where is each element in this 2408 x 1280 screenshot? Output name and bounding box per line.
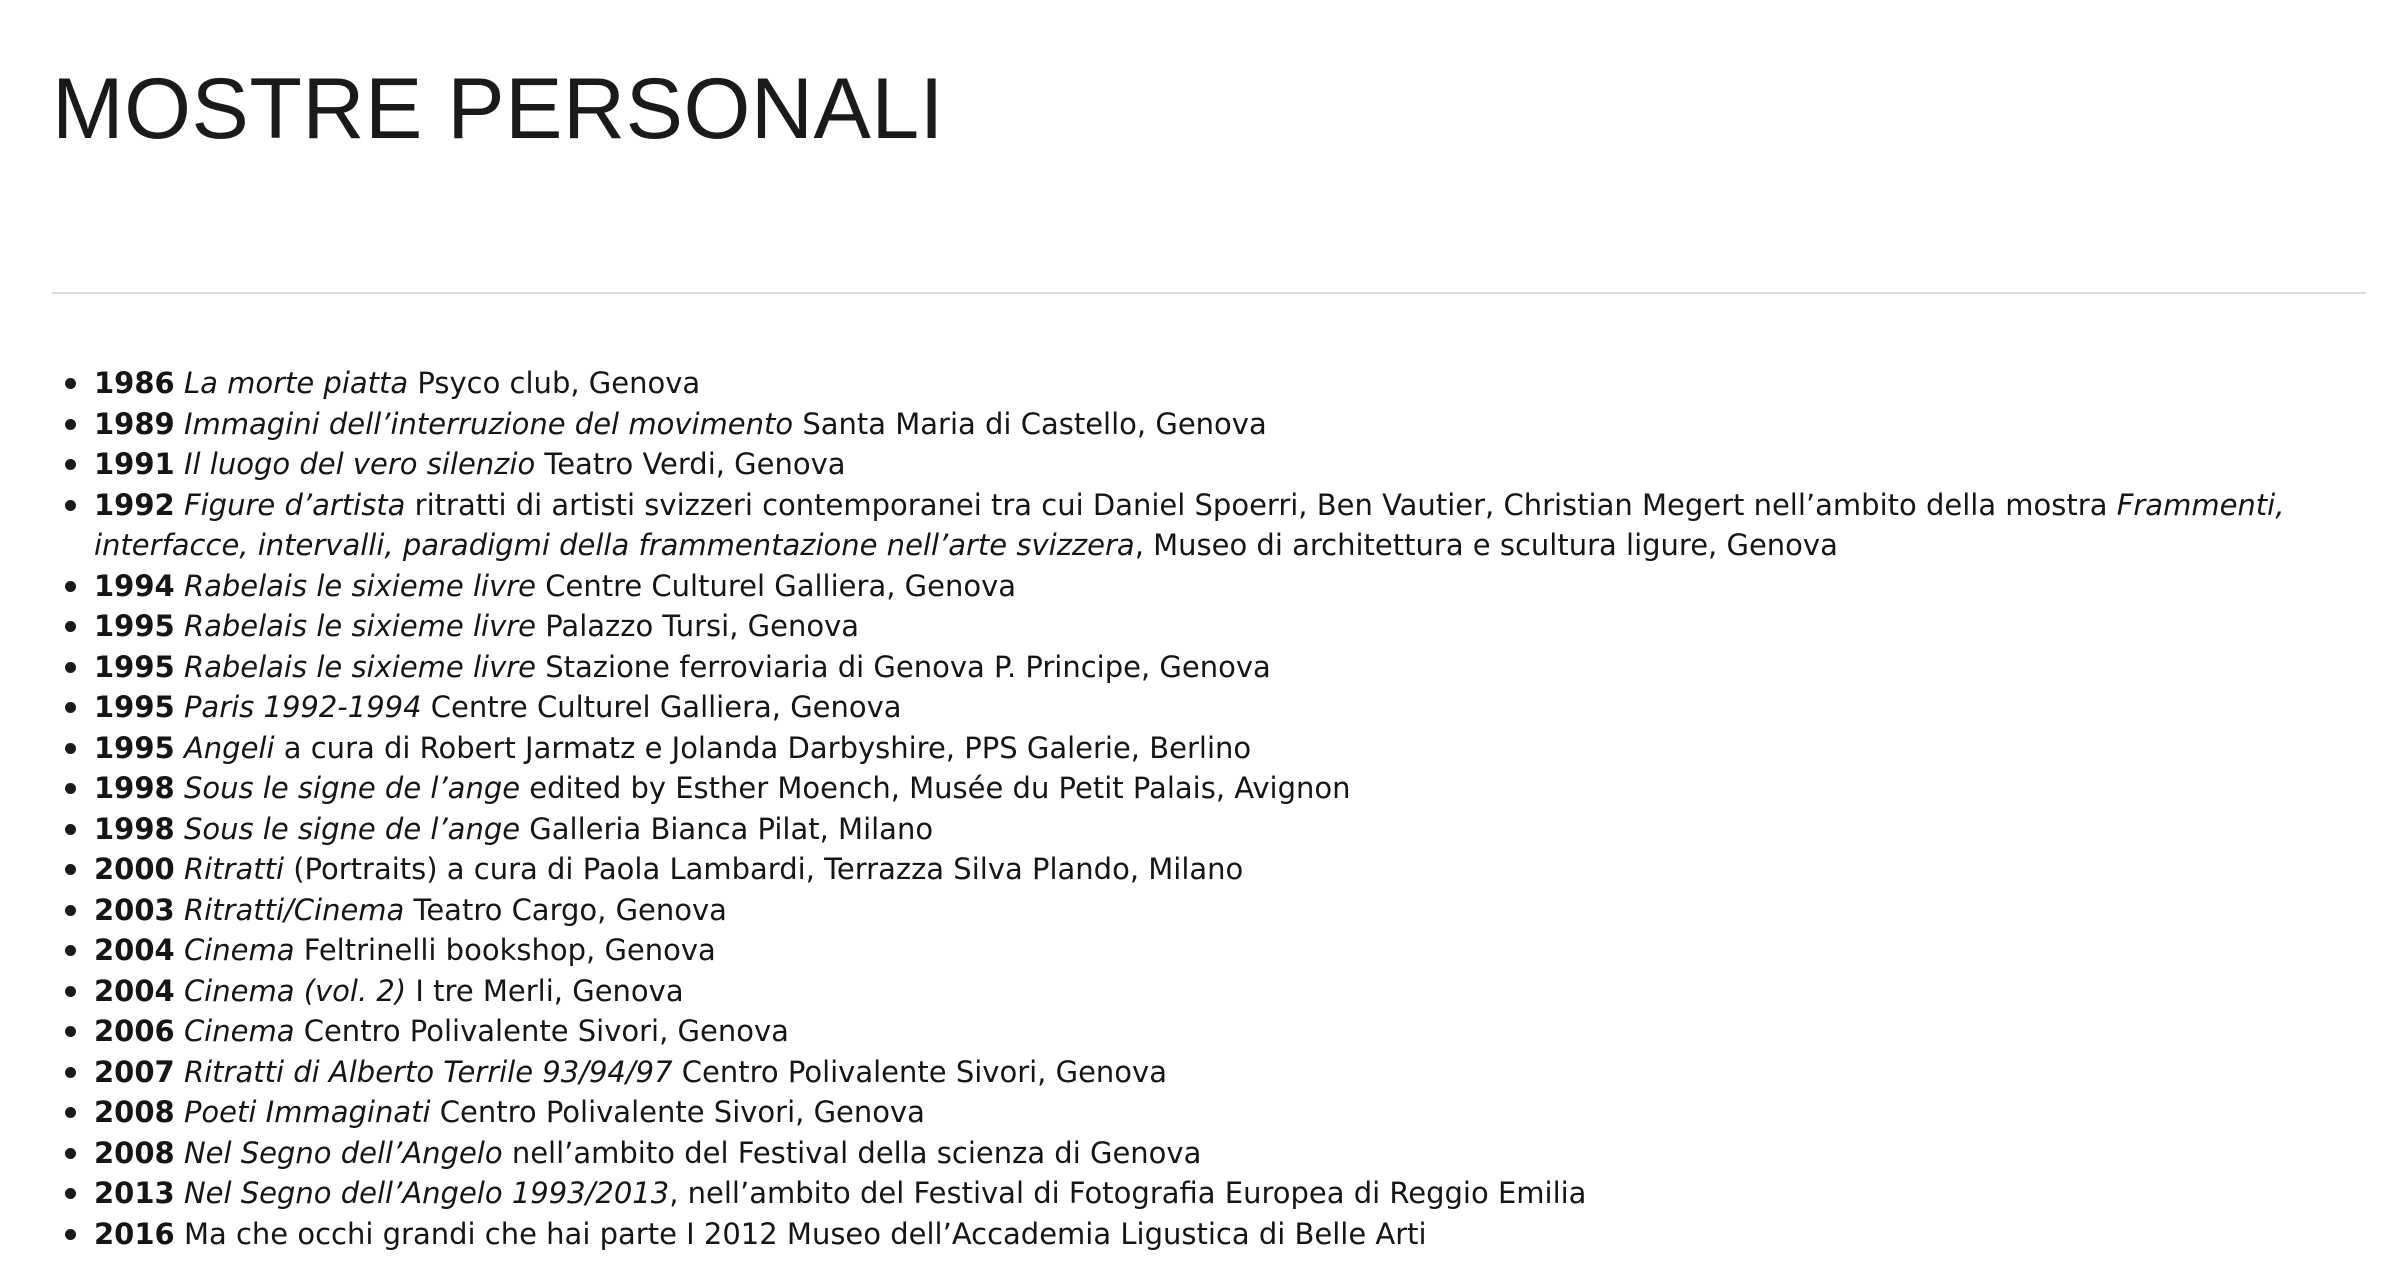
exhibition-year: 2003	[94, 892, 175, 927]
exhibition-year: 1994	[94, 568, 175, 603]
bullet-icon	[65, 662, 76, 673]
exhibition-item	[52, 1214, 2342, 1255]
exhibition-item	[52, 566, 2342, 607]
bullet-icon	[65, 743, 76, 754]
exhibition-item	[52, 971, 2342, 1012]
exhibition-details: ritratti di artisti svizzeri contemporanei tra cui Daniel Spoerri, Ben Vautier, Christian Megert nell’ambito della mostra	[405, 487, 2117, 522]
exhibition-title: Immagini dell’interruzione del movimento	[183, 406, 794, 441]
exhibition-title: Frammenti, interfacce, intervalli, paradigmi della frammentazione nell’arte svizzera	[94, 487, 2285, 562]
exhibition-year: 2007	[94, 1054, 175, 1089]
exhibition-item	[52, 485, 2342, 566]
exhibition-year: 2006	[94, 1014, 175, 1048]
exhibition-item	[52, 1052, 2342, 1093]
bullet-icon	[65, 459, 76, 470]
bullet-icon	[65, 824, 76, 835]
exhibition-title: Cinema	[183, 933, 295, 967]
bullet-icon	[65, 1107, 76, 1118]
exhibition-year: 1998	[94, 811, 175, 846]
exhibition-year: 1995	[94, 690, 175, 724]
exhibition-title: Sous le signe de l’ange	[183, 771, 521, 805]
exhibition-year: 1992	[94, 487, 175, 522]
exhibition-item	[52, 687, 2342, 728]
exhibition-details: Centre Culturel Galliera, Genova	[536, 568, 1017, 603]
exhibition-year: 2013	[94, 1176, 175, 1210]
exhibition-year: 2000	[94, 852, 175, 886]
exhibition-title: Cinema (vol. 2)	[183, 973, 407, 1008]
exhibition-item	[52, 768, 2342, 809]
bullet-icon	[65, 905, 76, 916]
exhibition-details: Stazione ferroviaria di Genova P. Principe, Genova	[536, 649, 1271, 684]
exhibition-item	[52, 647, 2342, 688]
exhibition-details: Centro Polivalente Sivori, Genova	[672, 1054, 1167, 1089]
exhibition-title: Angeli	[183, 730, 275, 765]
exhibition-title: Rabelais le sixieme livre	[183, 568, 537, 603]
exhibition-title: Ritratti	[183, 852, 285, 886]
exhibition-year: 2008	[94, 1095, 175, 1129]
bullet-icon	[65, 783, 76, 794]
exhibition-item	[52, 363, 2342, 404]
exhibition-details: , Museo di architettura e scultura ligure, Genova	[1134, 528, 1838, 562]
bullet-icon	[65, 864, 76, 875]
exhibition-details: Santa Maria di Castello, Genova	[793, 406, 1267, 441]
exhibition-item	[52, 728, 2342, 769]
exhibition-title: Poeti Immaginati	[183, 1095, 431, 1129]
exhibition-details: , nell’ambito del Festival di Fotografia Europea di Reggio Emilia	[669, 1176, 1587, 1210]
bullet-icon	[65, 500, 76, 511]
bullet-icon	[65, 581, 76, 592]
exhibition-item	[52, 1092, 2342, 1133]
exhibition-year: 1995	[94, 730, 175, 765]
exhibition-title: Ritratti/Cinema	[183, 892, 405, 927]
exhibition-details: edited by Esther Moench, Musée du Petit Palais, Avignon	[520, 771, 1351, 805]
exhibition-list	[52, 363, 2342, 1254]
exhibition-details: Centro Polivalente Sivori, Genova	[294, 1014, 789, 1048]
exhibition-year: 2008	[94, 1135, 175, 1170]
exhibition-item	[52, 1173, 2342, 1214]
exhibition-title: Figure d’artista	[183, 487, 406, 522]
bullet-icon	[65, 1026, 76, 1037]
bullet-icon	[65, 1188, 76, 1199]
bullet-icon	[65, 702, 76, 713]
exhibition-details: Centro Polivalente Sivori, Genova	[430, 1095, 925, 1129]
exhibition-year: 1989	[94, 406, 175, 441]
exhibition-item	[52, 930, 2342, 971]
exhibition-year: 1991	[94, 447, 175, 481]
exhibition-year: 1995	[94, 649, 175, 684]
exhibition-details: (Portraits) a cura di Paola Lambardi, Terrazza Silva Plando, Milano	[284, 852, 1244, 886]
exhibition-title: Cinema	[183, 1014, 295, 1048]
exhibition-details: Feltrinelli bookshop, Genova	[294, 933, 716, 967]
exhibition-item	[52, 404, 2342, 445]
exhibition-title: Il luogo del vero silenzio	[183, 447, 536, 481]
exhibition-details: Ma che occhi grandi che hai parte I 2012 Museo dell’Accademia Ligustica di Belle Arti	[183, 1216, 1427, 1251]
exhibition-year: 2004	[94, 933, 175, 967]
exhibition-year: 2016	[94, 1216, 175, 1251]
exhibition-year: 1995	[94, 609, 175, 643]
exhibition-year: 1986	[94, 366, 175, 400]
exhibition-title: La morte piatta	[183, 366, 409, 400]
title-divider	[52, 292, 2366, 294]
exhibition-details: Centre Culturel Galliera, Genova	[421, 690, 902, 724]
exhibition-details: Psyco club, Genova	[408, 366, 701, 400]
exhibition-year: 1998	[94, 771, 175, 805]
bullet-icon	[65, 1148, 76, 1159]
bullet-icon	[65, 1067, 76, 1078]
exhibition-details: Teatro Cargo, Genova	[404, 892, 727, 927]
exhibition-year: 2004	[94, 973, 175, 1008]
exhibition-title: Sous le signe de l’ange	[183, 811, 521, 846]
exhibition-details: Teatro Verdi, Genova	[535, 447, 846, 481]
bullet-icon	[65, 945, 76, 956]
page-title: MOSTRE PERSONALI	[52, 61, 945, 157]
exhibition-item	[52, 1011, 2342, 1052]
exhibition-title: Ritratti di Alberto Terrile 93/94/97	[183, 1054, 673, 1089]
bullet-icon	[65, 986, 76, 997]
exhibition-title: Rabelais le sixieme livre	[183, 649, 537, 684]
exhibition-item	[52, 444, 2342, 485]
exhibition-title: Nel Segno dell’Angelo 1993/2013	[183, 1176, 670, 1210]
exhibition-item	[52, 849, 2342, 890]
exhibition-item	[52, 890, 2342, 931]
exhibition-details: I tre Merli, Genova	[406, 973, 684, 1008]
bullet-icon	[65, 1229, 76, 1240]
bullet-icon	[65, 621, 76, 632]
exhibition-item	[52, 606, 2342, 647]
bullet-icon	[65, 419, 76, 430]
exhibition-item	[52, 809, 2342, 850]
exhibition-details: nell’ambito del Festival della scienza di Genova	[502, 1135, 1202, 1170]
exhibition-details: Galleria Bianca Pilat, Milano	[520, 811, 934, 846]
exhibition-details: Palazzo Tursi, Genova	[536, 609, 860, 643]
exhibition-item	[52, 1133, 2342, 1174]
exhibition-title: Paris 1992-1994	[183, 690, 422, 724]
bullet-icon	[65, 378, 76, 389]
exhibition-title: Nel Segno dell’Angelo	[183, 1135, 503, 1170]
exhibition-details: a cura di Robert Jarmatz e Jolanda Darbyshire, PPS Galerie, Berlino	[274, 730, 1252, 765]
exhibition-title: Rabelais le sixieme livre	[183, 609, 537, 643]
